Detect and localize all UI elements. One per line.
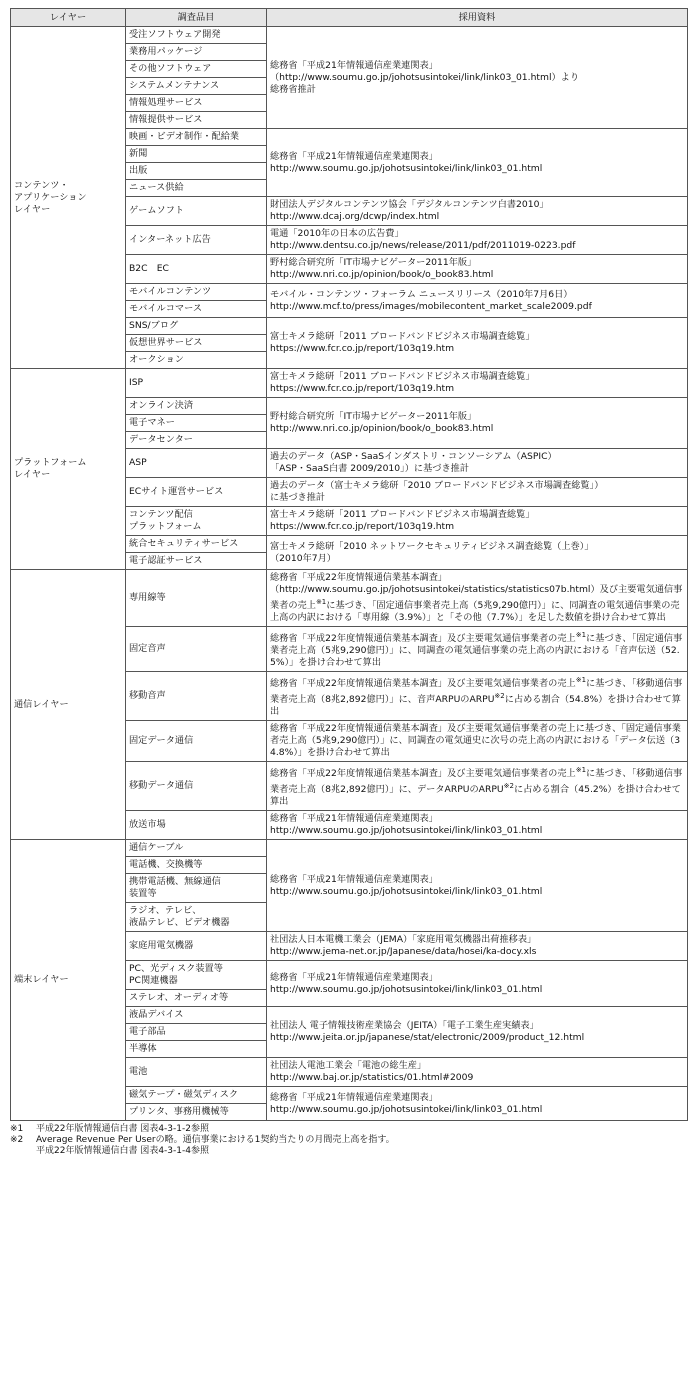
survey-items-table	[10, 8, 688, 1121]
source-cell: 過去のデータ（ASP・SaaSインダストリ・コンソーシアム（ASPIC） 「ASP・SaaS白書 2009/2010」）に基づき推計	[267, 449, 688, 478]
item-cell: 電子部品	[126, 1024, 267, 1041]
table-body	[11, 27, 688, 1121]
footnote-text: Average Revenue Per Userの略。通信事業における1契約当たりの月間売上高を指す。	[36, 1135, 395, 1146]
item-cell: PC、光ディスク装置等 PC関連機器	[126, 961, 267, 990]
item-cell: SNS/ブログ	[126, 318, 267, 335]
table-header-row	[11, 9, 688, 27]
source-cell: 富士キメラ総研「2011 ブロードバンドビジネス市場調査総覧」 https://www.fcr.co.jp/report/103q19.htm	[267, 318, 688, 369]
source-cell: 財団法人デジタルコンテンツ協会「デジタルコンテンツ白書2010」 http://www.dcaj.org/dcwp/index.html	[267, 197, 688, 226]
item-cell: 放送市場	[126, 811, 267, 840]
item-cell: オンライン決済	[126, 398, 267, 415]
layer-cell: 端末レイヤー	[11, 840, 126, 1121]
source-cell: モバイル・コンテンツ・フォーラム ニュースリリース（2010年7月6日） http://www.mcf.to/press/images/mobilecontent_market_scale2009.pdf	[267, 284, 688, 318]
item-cell: 統合セキュリティサービス	[126, 536, 267, 553]
item-cell: B2C EC	[126, 255, 267, 284]
footnote-text: 平成22年版情報通信白書 図表4-3-1-4参照	[36, 1146, 209, 1157]
item-cell: オークション	[126, 352, 267, 369]
item-cell: 移動データ通信	[126, 762, 267, 811]
table-row	[11, 840, 688, 857]
source-cell: 電通「2010年の日本の広告費」 http://www.dentsu.co.jp/news/release/2011/pdf/2011019-0223.pdf	[267, 226, 688, 255]
item-cell: 新聞	[126, 146, 267, 163]
footnote-text: 平成22年版情報通信白書 図表4-3-1-2参照	[36, 1124, 209, 1135]
item-cell: 家庭用電気機器	[126, 932, 267, 961]
source-cell: 野村総合研究所「IT市場ナビゲーター2011年版」 http://www.nri.co.jp/opinion/book/o_book83.html	[267, 255, 688, 284]
item-cell: ASP	[126, 449, 267, 478]
footnote-ref: ※1	[575, 676, 587, 685]
source-cell: 富士キメラ総研「2011 ブロードバンドビジネス市場調査総覧」 https://www.fcr.co.jp/report/103q19.htm	[267, 369, 688, 398]
header-source: 採用資料	[267, 9, 688, 27]
footnote-mark	[10, 1146, 36, 1157]
source-cell: 総務省「平成22年度情報通信業基本調査」及び主要電気通信事業者の売上$^{※1}$に基づき、「移動通信事業者売上高（8兆2,892億円）」に、データARPUのARPU$^{※2}$に占める割合（45.2%）を掛け合わせて算出	[267, 762, 688, 811]
item-cell: 磁気テープ・磁気ディスク	[126, 1087, 267, 1104]
footnote-ref: ※1	[315, 598, 327, 606]
layer-cell: 通信レイヤー	[11, 570, 126, 840]
footnote	[10, 1135, 697, 1146]
item-cell: 液晶デバイス	[126, 1007, 267, 1024]
footnote-mark: ※2	[10, 1135, 24, 1146]
source-cell: 富士キメラ総研「2011 ブロードバンドビジネス市場調査総覧」 https://www.fcr.co.jp/report/103q19.htm	[267, 507, 688, 536]
table-row	[11, 27, 688, 44]
item-cell: 仮想世界サービス	[126, 335, 267, 352]
source-cell: 富士キメラ総研「2010 ネットワークセキュリティビジネス調査総覧（上巻）」 （2010年7月）	[267, 536, 688, 570]
source-cell: 総務省「平成22年度情報通信業基本調査」 （http://www.soumu.go.jp/johotsusintokei/statistics/statistics07b.html）及び主要電気通信事業者の売上$^{※1}$に基づき、「固定通信事業者売上高（5兆9,290億円）」に、同調査の電気通信事業の売上高の内訳における「専用線（3.9%）」と「その他（7.7%）」を足した数値を掛け合わせて算出	[267, 570, 688, 627]
item-cell: 半導体	[126, 1041, 267, 1058]
footnote-ref: ※2	[494, 692, 505, 701]
source-cell: 社団法人日本電機工業会（JEMA）「家庭用電気機器出荷推移表」 http://www.jema-net.or.jp/Japanese/data/hosei/ka-docy.xls	[267, 932, 688, 961]
item-cell: ニュース供給	[126, 180, 267, 197]
source-cell: 過去のデータ（富士キメラ総研「2010 ブロードバンドビジネス市場調査総覧」） に基づき推計	[267, 478, 688, 507]
source-cell: 総務省「平成22年度情報通信業基本調査」及び主要電気通信事業者の売上$^{※1}$に基づき、「固定通信事業者売上高（5兆9,290億円）」に、同調査の電気通信事業の売上高の内訳における「音声伝送（52.5%）」を掛け合わせて算出	[267, 627, 688, 672]
item-cell: ISP	[126, 369, 267, 398]
item-cell: 業務用パッケージ	[126, 44, 267, 61]
table-row	[11, 570, 688, 627]
item-cell: ECサイト運営サービス	[126, 478, 267, 507]
item-cell: 映画・ビデオ制作・配給業	[126, 129, 267, 146]
item-cell: 固定データ通信	[126, 721, 267, 762]
source-cell: 総務省「平成22年度情報通信業基本調査」及び主要電気通信事業者の売上に基づき、「固定通信事業者売上高（5兆9,290億円）」に、同調査の電気通史に次号の売上高の内訳における「データ伝送（34.8%）」を掛け合わせて算出	[267, 721, 688, 762]
footnote	[10, 1124, 697, 1135]
item-cell: 専用線等	[126, 570, 267, 627]
source-cell: 総務省「平成22年度情報通信業基本調査」及び主要電気通信事業者の売上$^{※1}$に基づき、「移動通信事業者売上高（8兆2,892億円）」に、音声ARPUのARPU$^{※2}$に占める割合（54.8%）を掛け合わせて算出	[267, 672, 688, 721]
footnote-mark: ※1	[10, 1124, 24, 1135]
item-cell: モバイルコンテンツ	[126, 284, 267, 301]
item-cell: プリンタ、事務用機械等	[126, 1104, 267, 1121]
item-cell: ステレオ、オーディオ等	[126, 990, 267, 1007]
item-cell: 移動音声	[126, 672, 267, 721]
layer-cell: コンテンツ・ アプリケーション レイヤー	[11, 27, 126, 369]
source-cell: 社団法人 電子情報技術産業協会（JEITA）「電子工業生産実績表」 http://www.jeita.or.jp/japanese/stat/electronic/2009/product_12.html	[267, 1007, 688, 1058]
item-cell: ゲームソフト	[126, 197, 267, 226]
item-cell: その他ソフトウェア	[126, 61, 267, 78]
source-cell: 社団法人電池工業会「電池の総生産」 http://www.baj.or.jp/statistics/01.html#2009	[267, 1058, 688, 1087]
source-cell: 総務省「平成21年情報通信産業連関表」 http://www.soumu.go.jp/johotsusintokei/link/link03_01.html	[267, 840, 688, 932]
table-row	[11, 369, 688, 398]
source-cell: 総務省「平成21年情報通信産業連関表」 （http://www.soumu.go.jp/johotsusintokei/link/link03_01.html）より 総務省推計	[267, 27, 688, 129]
item-cell: 電話機、交換機等	[126, 857, 267, 874]
item-cell: コンテンツ配信 プラットフォーム	[126, 507, 267, 536]
source-cell: 総務省「平成21年情報通信産業連関表」 http://www.soumu.go.jp/johotsusintokei/link/link03_01.html	[267, 811, 688, 840]
item-cell: 通信ケーブル	[126, 840, 267, 857]
header-layer: レイヤー	[11, 9, 126, 27]
item-cell: モバイルコマース	[126, 301, 267, 318]
item-cell: 電子認証サービス	[126, 553, 267, 570]
source-cell: 総務省「平成21年情報通信産業連関表」 http://www.soumu.go.jp/johotsusintokei/link/link03_01.html	[267, 129, 688, 197]
item-cell: 電子マネー	[126, 415, 267, 432]
header-item: 調査品目	[126, 9, 267, 27]
source-cell: 総務省「平成21年情報通信産業連関表」 http://www.soumu.go.jp/johotsusintokei/link/link03_01.html	[267, 961, 688, 1007]
footnote-ref: ※2	[503, 782, 514, 791]
source-cell: 野村総合研究所「IT市場ナビゲーター2011年版」 http://www.nri.co.jp/opinion/book/o_book83.html	[267, 398, 688, 449]
footnote	[10, 1146, 697, 1157]
item-cell: システムメンテナンス	[126, 78, 267, 95]
layer-cell: プラットフォーム レイヤー	[11, 369, 126, 570]
item-cell: ラジオ、テレビ、 液晶テレビ、ビデオ機器	[126, 903, 267, 932]
item-cell: 受注ソフトウェア開発	[126, 27, 267, 44]
footnote-ref: ※1	[575, 631, 587, 640]
source-cell: 総務省「平成21年情報通信産業連関表」 http://www.soumu.go.jp/johotsusintokei/link/link03_01.html	[267, 1087, 688, 1121]
item-cell: 電池	[126, 1058, 267, 1087]
item-cell: 出版	[126, 163, 267, 180]
item-cell: 情報提供サービス	[126, 112, 267, 129]
footnotes	[10, 1124, 697, 1157]
item-cell: インターネット広告	[126, 226, 267, 255]
item-cell: データセンター	[126, 432, 267, 449]
item-cell: 情報処理サービス	[126, 95, 267, 112]
item-cell: 固定音声	[126, 627, 267, 672]
footnote-ref: ※1	[575, 766, 587, 775]
item-cell: 携帯電話機、無線通信 装置等	[126, 874, 267, 903]
